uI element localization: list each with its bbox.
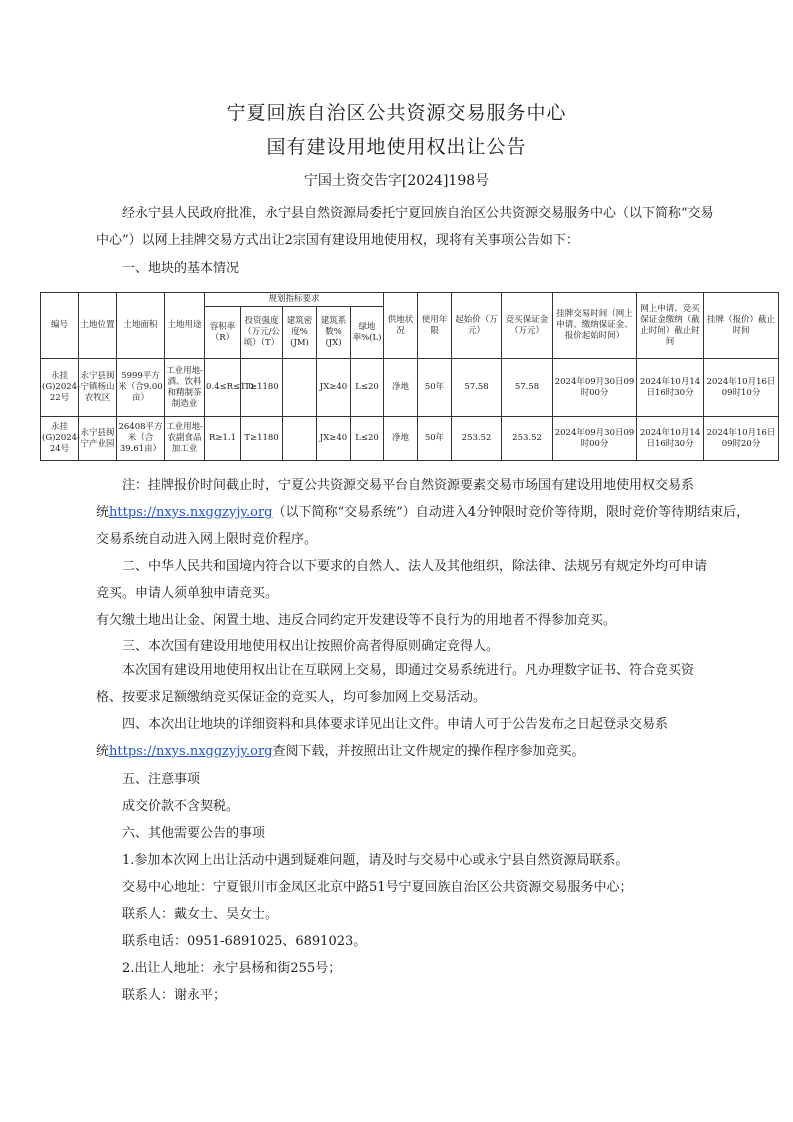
note-line-1: 注：挂牌报价时间截止时，宁夏公共资源交易平台自然资源要素交易市场国有建设用地使用权交易系 bbox=[122, 478, 695, 493]
trading-system-link-2[interactable]: https://nxys.nxggzyjy.org bbox=[109, 744, 273, 759]
header-application-deadline: 网上申请、竞买保证金缴纳（截止时间）截止时间 bbox=[637, 293, 704, 359]
note-suffix: （以下简称“交易系统”）自动进入4分钟限时竞价等待期，限时竞价等待期结束后， bbox=[272, 505, 750, 520]
header-greening: 绿地率%(L) bbox=[351, 307, 384, 359]
section-6-item-1: 1.参加本次网上出让活动中遇到疑难问题，请及时与交易中心或永宁县自然资源局联系。 bbox=[122, 853, 629, 868]
cell-deposit: 57.58 bbox=[502, 359, 553, 417]
cell-application-deadline: 2024年10月14日16时30分 bbox=[637, 417, 704, 461]
note-line-3: 交易系统自动进入网上限时竞价程序。 bbox=[96, 532, 318, 547]
center-address: 交易中心地址：宁夏银川市金凤区北京中路51号宁夏回族自治区公共资源交易服务中心； bbox=[122, 880, 633, 895]
section-1-heading: 一、地块的基本情况 bbox=[122, 261, 240, 276]
header-investment: 投资强度（万元/公顷）（T） bbox=[241, 307, 283, 359]
cell-investment: T≥1180 bbox=[241, 359, 283, 417]
note-prefix: 统 bbox=[96, 505, 110, 520]
header-plot-ratio: 容积率（R） bbox=[205, 307, 241, 359]
header-use: 土地用途 bbox=[165, 293, 205, 359]
header-location: 土地位置 bbox=[79, 293, 117, 359]
cell-location: 永宁县闽宁镇杨山农牧区 bbox=[79, 359, 117, 417]
cell-delivery: 净地 bbox=[384, 359, 418, 417]
cell-plot-ratio: 0.4≤R≤1.0 bbox=[205, 359, 241, 417]
title-line-1: 宁夏回族自治区公共资源交易服务中心 bbox=[226, 102, 567, 124]
section-4-line-2 bbox=[96, 742, 585, 762]
cell-building-coef: JX≥40 bbox=[317, 359, 351, 417]
cell-building-density bbox=[283, 417, 317, 461]
cell-use: 工业用地-酒、饮料和精制茶制造业 bbox=[165, 359, 205, 417]
header-id: 编号 bbox=[41, 293, 79, 359]
seller-address: 2.出让人地址：永宁县杨和街255号； bbox=[122, 961, 342, 976]
cell-delivery: 净地 bbox=[384, 417, 418, 461]
cell-start-price: 253.52 bbox=[452, 417, 502, 461]
cell-area: 5999平方米（合9.00亩） bbox=[117, 359, 165, 417]
table-row bbox=[41, 417, 779, 461]
section-2-paragraph: 二、中华人民共和国境内符合以下要求的自然人、法人及其他组织，除法律、法规另有规定外均可申请竞买。申请人须单独申请竞买。 bbox=[96, 559, 708, 601]
cell-investment: T≥1180 bbox=[241, 417, 283, 461]
cell-listing-start: 2024年09月30日09时00分 bbox=[553, 359, 637, 417]
cell-listing-end: 2024年10月16日09时10分 bbox=[704, 359, 779, 417]
section-2-extra: 有欠缴土地出让金、闲置土地、违反合同约定开发建设等不良行为的用地者不得参加竞买。 bbox=[96, 613, 617, 628]
cell-start-price: 57.58 bbox=[452, 359, 502, 417]
cell-area: 26408平方米（合39.61亩） bbox=[117, 417, 165, 461]
header-listing-end: 挂牌（报价）截止时间 bbox=[704, 293, 779, 359]
title-line-2: 国有建设用地使用权出让公告 bbox=[266, 136, 527, 158]
header-building-coef: 建筑系数%(JX) bbox=[317, 307, 351, 359]
cell-greening: L≤20 bbox=[351, 359, 384, 417]
header-start-price: 起始价（万元） bbox=[452, 293, 502, 359]
header-listing-start: 挂牌交易时间（网上申请、缴纳保证金、报价起始时间） bbox=[553, 293, 637, 359]
cell-term: 50年 bbox=[418, 417, 452, 461]
section-6-heading: 六、其他需要公告的事项 bbox=[122, 826, 266, 841]
cell-use: 工业用地-农副食品加工业 bbox=[165, 417, 205, 461]
cell-greening: L≤20 bbox=[351, 417, 384, 461]
cell-plot-ratio: R≥1.1 bbox=[205, 417, 241, 461]
section-5-heading: 五、注意事项 bbox=[122, 772, 201, 787]
table-row bbox=[41, 359, 779, 417]
section-5-body: 成交价款不含契税。 bbox=[122, 799, 240, 814]
cell-application-deadline: 2024年10月14日16时30分 bbox=[637, 359, 704, 417]
section-4-suffix: 查阅下载，并按照出让文件规定的操作程序参加竞买。 bbox=[272, 744, 585, 759]
header-building-density: 建筑密度%(JM) bbox=[283, 307, 317, 359]
header-delivery: 供地状况 bbox=[384, 293, 418, 359]
center-phone: 联系电话：0951-6891025、6891023。 bbox=[122, 934, 367, 949]
cell-building-coef: JX≥40 bbox=[317, 417, 351, 461]
header-area: 土地面积 bbox=[117, 293, 165, 359]
intro-paragraph: 经永宁县人民政府批准，永宁县自然资源局委托宁夏回族自治区公共资源交易服务中心（以下简称“交易中心”）以网上挂牌交易方式出让2宗国有建设用地使用权，现将有关事项公告如下： bbox=[96, 206, 714, 248]
cell-id: 永挂(G)2024-24号 bbox=[41, 417, 79, 461]
cell-listing-start: 2024年09月30日09时00分 bbox=[553, 417, 637, 461]
section-3-body: 本次国有建设用地使用权出让在互联网上交易，即通过交易系统进行。凡办理数字证书、符合竞买资格、按要求足额缴纳竞买保证金的竞买人，均可参加网上交易活动。 bbox=[96, 663, 695, 705]
header-deposit: 竞买保证金（万元） bbox=[502, 293, 553, 359]
seller-contact: 联系人：谢永平； bbox=[122, 988, 227, 1003]
center-contacts: 联系人：戴女士、吴女士。 bbox=[122, 907, 279, 922]
cell-id: 永挂(G)2024-22号 bbox=[41, 359, 79, 417]
document-number: 宁国土资交告字[2024]198号 bbox=[303, 173, 490, 189]
note-line-2 bbox=[96, 503, 749, 523]
header-term: 使用年限 bbox=[418, 293, 452, 359]
header-planning-group: 规划指标要求 bbox=[205, 293, 384, 307]
trading-system-link[interactable]: https://nxys.nxggzyjy.org bbox=[109, 505, 273, 520]
cell-deposit: 253.52 bbox=[502, 417, 553, 461]
section-4-prefix: 统 bbox=[96, 744, 110, 759]
land-parcel-table bbox=[40, 292, 779, 461]
section-4-line-1: 四、本次出让地块的详细资料和具体要求详见出让文件。申请人可于公告发布之日起登录交易系 bbox=[122, 717, 669, 732]
cell-term: 50年 bbox=[418, 359, 452, 417]
cell-location: 永宁县闽宁产业园 bbox=[79, 417, 117, 461]
cell-listing-end: 2024年10月16日09时20分 bbox=[704, 417, 779, 461]
section-3-heading: 三、本次国有建设用地使用权出让按照价高者得原则确定竞得人。 bbox=[122, 639, 500, 654]
cell-building-density bbox=[283, 359, 317, 417]
